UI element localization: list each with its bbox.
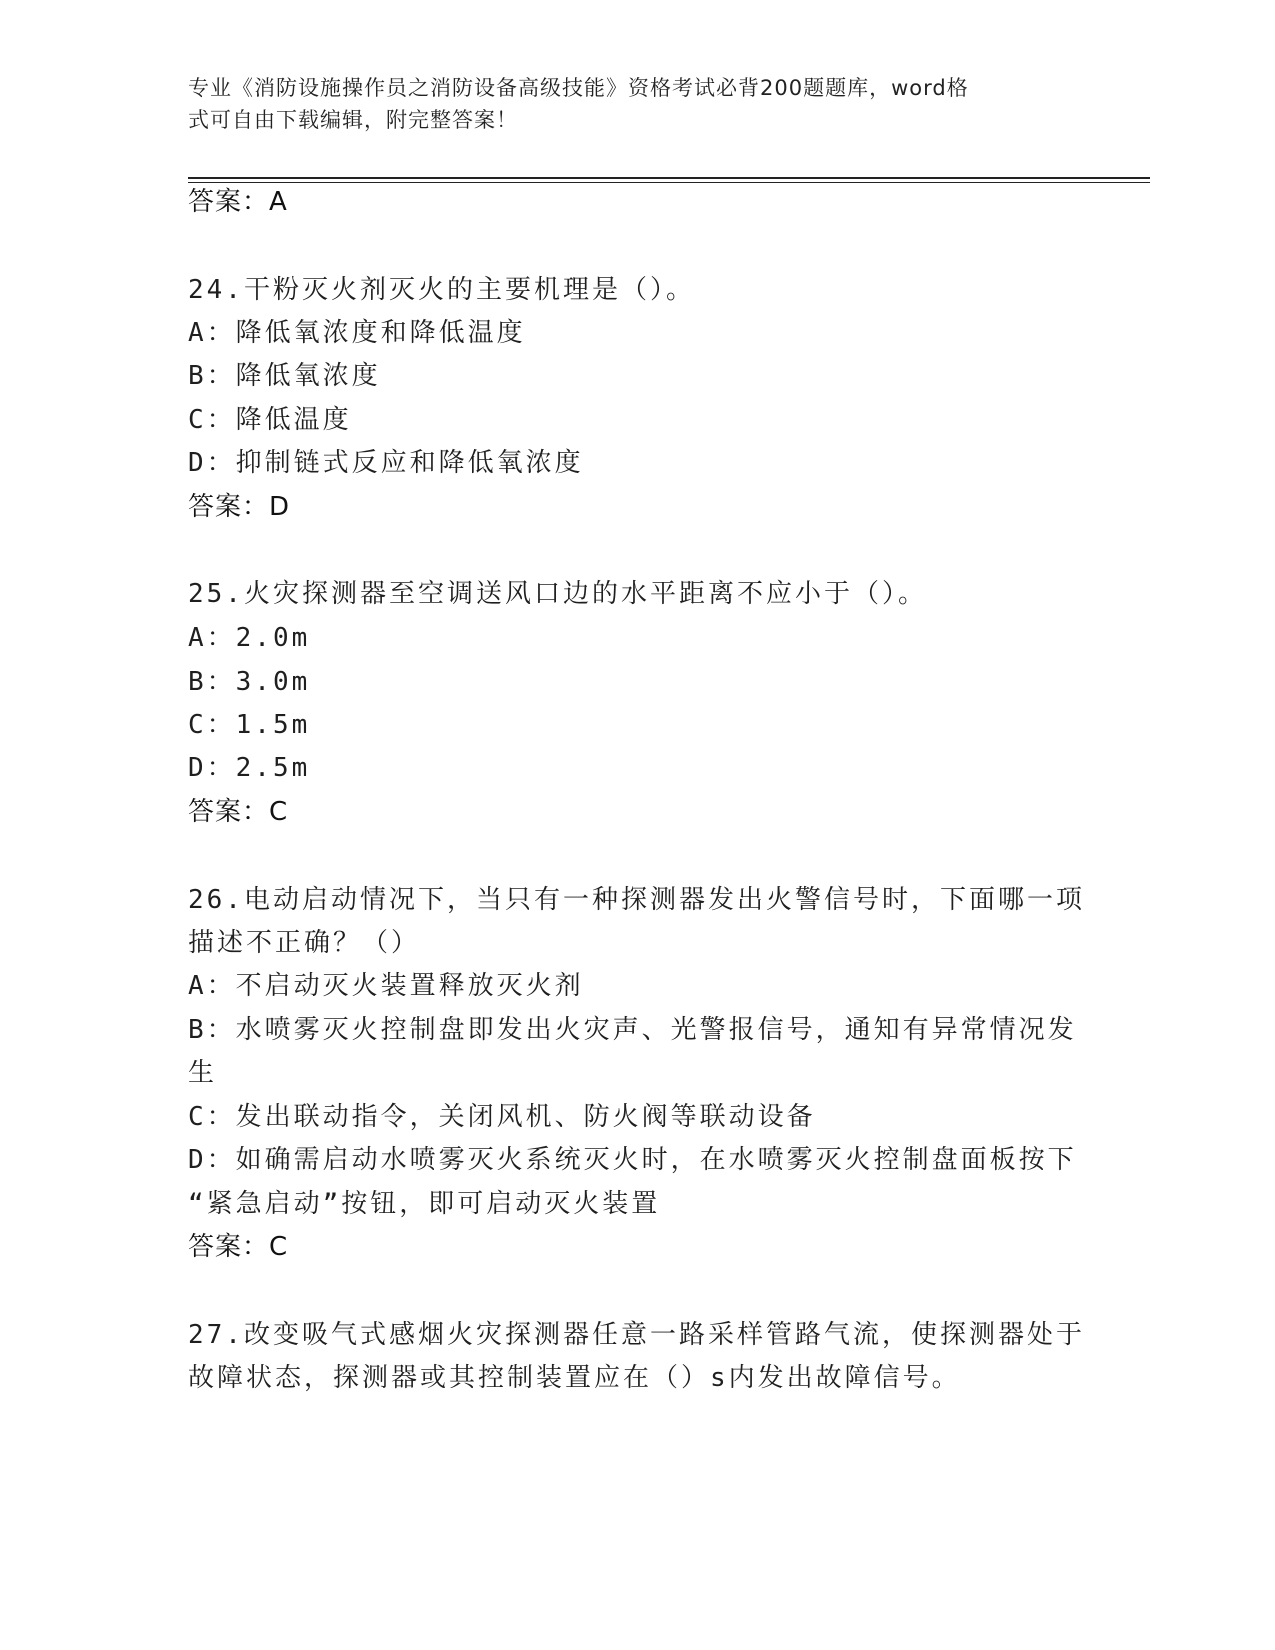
q25-option-a: A：2.0m bbox=[188, 623, 311, 653]
q26-option-d-line-2: “紧急启动”按钮，即可启动灭火装置 bbox=[188, 1189, 661, 1219]
header-divider-thick bbox=[188, 177, 1150, 179]
header-line-1: 专业《消防设施操作员之消防设备高级技能》资格考试必背200题题库，word格 bbox=[188, 76, 969, 100]
q25-answer: 答案：C bbox=[188, 797, 289, 827]
header-divider-thin bbox=[188, 182, 1150, 183]
q27-stem-line-2: 故障状态，探测器或其控制装置应在（）s内发出故障信号。 bbox=[188, 1363, 961, 1393]
q26-stem-line-1: 26.电动启动情况下，当只有一种探测器发出火警信号时，下面哪一项 bbox=[188, 885, 1085, 915]
q26-stem-line-2: 描述不正确？（） bbox=[188, 928, 421, 958]
q24-option-c: C：降低温度 bbox=[188, 405, 352, 435]
header-line-2: 式可自由下载编辑，附完整答案！ bbox=[188, 108, 518, 132]
q26-option-d-line-1: D：如确需启动水喷雾灭火系统灭火时，在水喷雾灭火控制盘面板按下 bbox=[188, 1145, 1077, 1175]
q26-option-b-line-2: 生 bbox=[188, 1058, 218, 1088]
q24-stem: 24.干粉灭火剂灭火的主要机理是（）。 bbox=[188, 275, 695, 305]
q27-stem-line-1: 27.改变吸气式感烟火灾探测器任意一路采样管路气流，使探测器处于 bbox=[188, 1320, 1085, 1350]
q24-option-d: D：抑制链式反应和降低氧浓度 bbox=[188, 448, 584, 478]
prev-answer: 答案：A bbox=[188, 187, 288, 217]
document-header bbox=[188, 72, 1068, 136]
q25-option-c: C：1.5m bbox=[188, 710, 311, 740]
q26-option-b-line-1: B：水喷雾灭火控制盘即发出火灾声、光警报信号，通知有异常情况发 bbox=[188, 1015, 1077, 1045]
q24-option-a: A：降低氧浓度和降低温度 bbox=[188, 318, 526, 348]
q25-stem: 25.火灾探测器至空调送风口边的水平距离不应小于（）。 bbox=[188, 579, 927, 609]
q26-option-a: A：不启动灭火装置释放灭火剂 bbox=[188, 971, 584, 1001]
q25-option-b: B：3.0m bbox=[188, 667, 311, 697]
q24-option-b: B：降低氧浓度 bbox=[188, 361, 381, 391]
q25-option-d: D：2.5m bbox=[188, 753, 311, 783]
q26-option-c: C：发出联动指令，关闭风机、防火阀等联动设备 bbox=[188, 1102, 816, 1132]
q26-answer: 答案：C bbox=[188, 1232, 289, 1262]
q24-answer: 答案：D bbox=[188, 492, 291, 522]
